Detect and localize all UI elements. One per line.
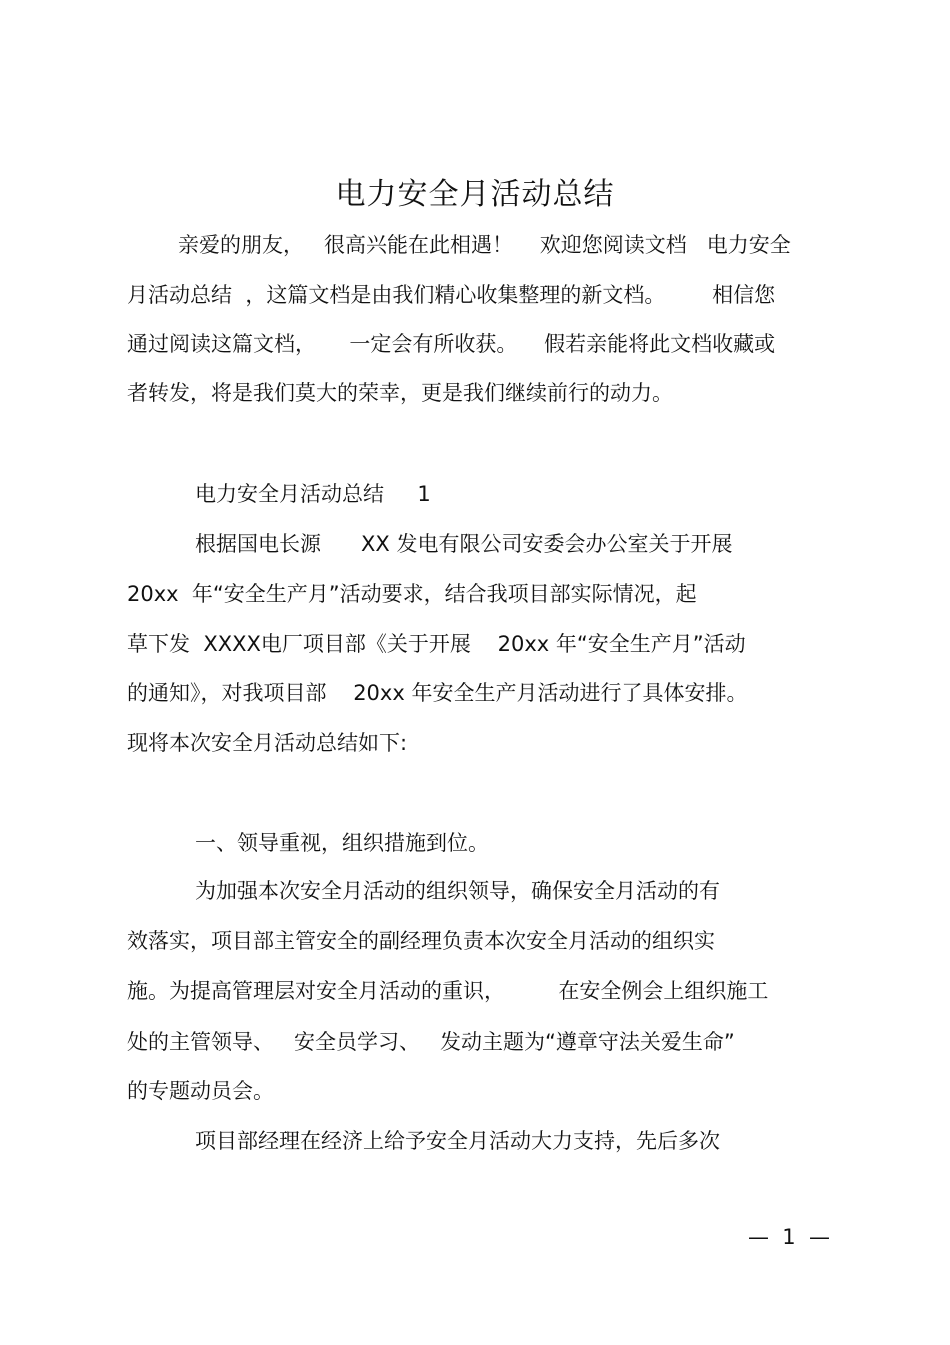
intro-line-3: 通过阅读这篇文档， 一定会有所收获。 假若亲能将此文档收藏或: [127, 332, 776, 356]
intro-line-1: 亲爱的朋友， 很高兴能在此相遇！ 欢迎您阅读文档 电力安全: [178, 233, 791, 257]
page-number: — 1 —: [747, 1225, 830, 1249]
paragraph1-line-1: 根据国电长源 XX 发电有限公司安委会办公室关于开展: [195, 532, 733, 556]
intro-line-2: 月活动总结 ，这篇文档是由我们精心收集整理的新文档。 相信您: [127, 283, 776, 307]
paragraph2-line-1: 为加强本次安全月活动的组织领导，确保安全月活动的有: [195, 879, 720, 903]
paragraph1-line-5: 现将本次安全月活动总结如下:: [127, 731, 408, 755]
paragraph2-line-3: 施。为提高管理层对安全月活动的重识， 在安全例会上组织施工: [127, 979, 769, 1003]
subheading: 一、领导重视，组织措施到位。: [195, 831, 489, 855]
paragraph3-line-1: 项目部经理在经济上给予安全月活动大力支持，先后多次: [195, 1129, 720, 1153]
paragraph2-line-5: 的专题动员会。: [127, 1079, 274, 1103]
section-heading: 电力安全月活动总结 1: [195, 482, 431, 506]
paragraph2-line-4: 处的主管领导、 安全员学习、 发动主题为“遵章守法关爱生命”: [127, 1030, 735, 1054]
paragraph1-line-2: 20xx 年“安全生产月”活动要求，结合我项目部实际情况，起: [127, 582, 697, 606]
paragraph1-line-3: 草下发 XXXX电厂项目部《关于开展 20xx 年“安全生产月”活动: [127, 632, 746, 656]
paragraph2-line-2: 效落实，项目部主管安全的副经理负责本次安全月活动的组织实: [127, 929, 715, 953]
paragraph1-line-4: 的通知》，对我项目部 20xx 年安全生产月活动进行了具体安排。: [127, 681, 748, 705]
document-title: 电力安全月活动总结: [335, 177, 615, 212]
intro-line-4: 者转发，将是我们莫大的荣幸，更是我们继续前行的动力。: [127, 381, 673, 405]
